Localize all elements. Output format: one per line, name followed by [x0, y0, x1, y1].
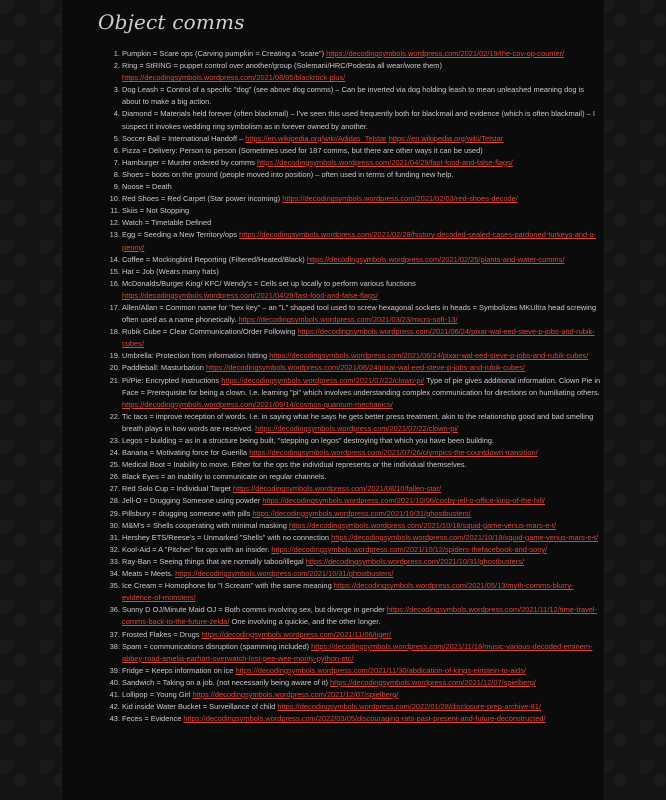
item-link[interactable]: https://decodingsymbols.wordpress.com/2021/10/12/spiders-thefacebook-and-sony/	[271, 544, 548, 554]
item-link[interactable]: https://decodingsymbols.wordpress.com/2021/10/31/ghostbusters/	[305, 556, 525, 566]
list-item	[122, 375, 602, 411]
list-item	[122, 266, 602, 278]
list-item	[122, 508, 602, 520]
item-link[interactable]: https://decodingsymbols.wordpress.com/2021/12/07/spielberg/	[330, 677, 536, 687]
list-item	[122, 229, 602, 253]
list-item	[122, 205, 602, 217]
item-link[interactable]: https://en.wikipedia.org/wiki/Adidas_Telstar	[245, 133, 387, 143]
item-text: Fridge = Keeps information on ice	[122, 665, 236, 675]
item-link[interactable]: https://decodingsymbols.wordpress.com/2021/10/06/cosby-jell-o-office-king-of-the-hill/	[262, 496, 545, 506]
item-text: Hershey ETS/Reese's = Unmarked "Shells" with no connection	[122, 532, 332, 542]
item-text: Red Shoes = Red Carpet (Star power incoming)	[122, 194, 283, 204]
item-link-secondary[interactable]: https://en.wikipedia.org/wiki/Telstar	[388, 133, 504, 143]
item-link[interactable]: https://decodingsymbols.wordpress.com/2021/11/06/tiger/	[201, 629, 392, 639]
list-item	[122, 350, 602, 362]
item-text: Ray-Ban = Seeing things that are normally taboo/illegal	[122, 556, 306, 566]
item-text: Ring = StRING = puppet control over another/group (Solemani/HRC/Podesta all wear/wore them)	[122, 61, 442, 71]
item-link[interactable]: https://decodingsymbols.wordpress.com/2021/04/29/fast-food-and-false-flags/	[122, 290, 378, 300]
item-text: Spam = communications disruption (spamming included)	[122, 641, 312, 651]
item-text: Soccer Ball = International Handoff –	[122, 133, 246, 143]
list-item	[122, 604, 602, 628]
item-text: Lollipop = Young Girl	[122, 689, 193, 699]
item-text: Diamond = Materials held forever (often blackmail) – I've seen this used frequently both for blackmail and evidence (which is often blackmail) – I suspect it invokes wedding ring symbolism as in forever owned by another.	[122, 109, 595, 131]
item-text: Red Solo Cup = Individual Target	[122, 484, 233, 494]
list-item	[122, 60, 602, 84]
list-item	[122, 544, 602, 556]
item-text: Dog Leash = Control of a specific "dog" (see above dog comms) – Can be inverted via dog holding leash to mean unleashed meaning dog is about to make a big action.	[122, 85, 584, 107]
list-item	[122, 483, 602, 495]
item-text: Ice Cream = Homophone for "I Scream" with the same meaning	[122, 581, 334, 591]
item-text: Banana = Motivating force for Guerilla	[122, 448, 250, 458]
item-text: Noose = Death	[122, 182, 172, 192]
list-item	[122, 133, 602, 145]
list-item	[122, 665, 602, 677]
item-link[interactable]: https://decodingsymbols.wordpress.com/2021/06/24/pixar-wal-eed-steve-p-jobs-and-rubik-cubes/	[122, 327, 595, 349]
item-link[interactable]: https://decodingsymbols.wordpress.com/2022/01/28/disclosure-prep-archive-81/	[277, 702, 542, 712]
item-link[interactable]: https://decodingsymbols.wordpress.com/2021/06/24/pixar-wal-eed-steve-p-jobs-and-rubik-cubes/	[269, 351, 589, 361]
list-item	[122, 713, 602, 725]
item-link[interactable]: https://decodingsymbols.wordpress.com/2021/07/26/olympics-the-countdown-transition/	[249, 448, 538, 458]
list-item	[122, 435, 602, 447]
item-text: Watch = Timetable Defined	[122, 218, 212, 228]
list-item	[122, 411, 602, 435]
list-item	[122, 362, 602, 374]
item-text: Sandwich = Taking on a job. (not necessarily being aware of it)	[122, 677, 331, 687]
item-link[interactable]: https://decodingsymbols.wordpress.com/2021/08/05/blackrock-plus/	[122, 73, 346, 83]
item-text: McDonalds/Burger King/ KFC/ Wendy's = Cells set up locally to perform various functions	[122, 278, 416, 288]
item-text: Rubik Cube = Clear Communication/Order Following	[122, 327, 298, 337]
list-item	[122, 532, 602, 544]
item-text: Allen/Allan = Common name for "hex key" – an "L" shaped tool used to screw hexagonal sockets in heads = Symbolizes MKUltra head screwing often used as a name phonetically.	[122, 302, 596, 325]
item-link-secondary[interactable]: https://decodingsymbols.wordpress.com/2021/09/14/cosmos-quantum-mechanics/	[122, 399, 393, 409]
list-item	[122, 580, 602, 604]
item-link[interactable]: https://decodingsymbols.wordpress.com/2021/10/18/squid-game-venus-mars-e-t/	[288, 520, 557, 530]
item-text: Black Eyes = an inability to communicate on regular channels.	[122, 472, 327, 482]
item-text: Pumpkin = Scare ops (Carving pumpkin = Creating a "scare")	[122, 49, 327, 58]
list-item	[122, 447, 602, 459]
list-item	[122, 689, 602, 701]
item-text: Tic tacs = improve reception of words. I.e. in saying what he says he gets better press treatment, akin to the relationship good and bad smelling breath plays in how words are received.	[122, 411, 594, 433]
item-text: Egg = Seeding a New Territory/ops	[122, 230, 240, 240]
page-title: Object comms	[98, 10, 245, 34]
item-link[interactable]: https://decodingsymbols.wordpress.com/2022/03/05/discouraging-rats-past-present-and-future-deconstructed/	[183, 714, 546, 724]
item-text: Jell-O = Drugging Someone using powder	[122, 496, 263, 506]
list-item	[122, 677, 602, 689]
item-text: Legos = building = as in a structure being built, "stepping on legos" destroying that which you have been building.	[122, 436, 495, 445]
item-link[interactable]: https://decodingsymbols.wordpress.com/2021/08/10/fallen-star/	[232, 484, 442, 494]
item-link[interactable]: https://decodingsymbols.wordpress.com/2021/11/30/abdication-of-kings-einstein-to-aids/	[235, 665, 526, 675]
item-link[interactable]: https://decodingsymbols.wordpress.com/2021/06/24/pixar-wal-eed-steve-p-jobs-and-rubik-cubes/	[205, 363, 526, 373]
item-text: Paddleball: Masturbation	[122, 363, 206, 373]
item-text: Medical Boot = Inability to move. Either for the ops the individual represents or the individual themselves.	[122, 460, 467, 470]
item-text: Pillsbury = drugging someone with pills	[122, 508, 253, 518]
list-item	[122, 701, 602, 713]
item-text: Pizza = Delivery: Person to person (Sometimes used for 187 comms, but there are other ways it can be used)	[122, 145, 483, 155]
item-text: M&M's = Shells cooperating with minimal masking	[122, 520, 289, 530]
list-item	[122, 520, 602, 532]
list-item	[122, 629, 602, 641]
list-item	[122, 157, 602, 169]
item-link[interactable]: https://decodingsymbols.wordpress.com/2021/05/13/myth-comms-blurry-evidence-of-monsters/	[122, 581, 574, 603]
item-text: Feces = Evidence	[122, 714, 184, 724]
item-link[interactable]: https://decodingsymbols.wordpress.com/2021/10/18/squid-game-venus-mars-e-t/	[331, 532, 599, 542]
item-link[interactable]: https://decodingsymbols.wordpress.com/2021/11/18/music-various-decoded-eminem-abbey-road-amelia-earhart-overwatch-lost-pee-wee-monty-python-etc/	[122, 641, 593, 663]
list-item	[122, 84, 602, 108]
item-link[interactable]: https://decodingsymbols.wordpress.com/2021/03/23/micro-soft-13/	[238, 315, 458, 325]
list-item	[122, 48, 602, 60]
item-link[interactable]: https://decodingsymbols.wordpress.com/2021/04/29/fast-food-and-false-flags/	[256, 157, 513, 167]
item-trailing-text: Type of pie gives additional information. Clown Pie in Face = Prerequisite for being a clown. I.e. learning "pi" which involves understanding complex communication for directions on humiliating others.	[122, 375, 601, 397]
list-item	[122, 217, 602, 229]
item-trailing-text: One involving a quickie, and the other longer.	[229, 617, 381, 627]
list-item	[122, 326, 602, 350]
item-text: Skiis = Not Stopping	[122, 206, 190, 216]
list-item	[122, 495, 602, 507]
item-link[interactable]: https://decodingsymbols.wordpress.com/2021/02/25/plants-and-water-comms/	[306, 254, 565, 264]
list-item	[122, 108, 602, 132]
list-item	[122, 459, 602, 471]
item-link[interactable]: https://decodingsymbols.wordpress.com/2021/11/12/time-travel-comms-back-to-the-future-zelda/	[122, 605, 598, 627]
item-text: Sunny D OJ/Minute Maid OJ = Both comms involving sex, but diverge in gender	[122, 605, 387, 615]
list-item	[122, 641, 602, 665]
item-link[interactable]: https://decodingsymbols.wordpress.com/2021/02/03/red-shoes-decode/	[282, 194, 518, 204]
article-page	[62, 0, 604, 800]
item-text: Frosted Flakes = Drugs	[122, 629, 202, 639]
list-item	[122, 181, 602, 193]
list-item	[122, 254, 602, 266]
item-link[interactable]: https://decodingsymbols.wordpress.com/2021/07/22/clown-pi/	[255, 423, 459, 433]
item-link[interactable]: https://decodingsymbols.wordpress.com/2021/12/07/spielberg/	[192, 689, 399, 699]
item-link[interactable]: https://decodingsymbols.wordpress.com/2021/07/22/clown-pi/	[221, 375, 425, 385]
item-text: Meats = Meets.	[122, 569, 176, 579]
list-item	[122, 169, 602, 181]
item-text: Pi/Pie: Encrypted Instructions	[122, 375, 222, 385]
item-text: Coffee = Mockingbird Reporting (Filtered/Heated/Black)	[122, 254, 307, 264]
list-item	[122, 302, 602, 326]
list-item	[122, 193, 602, 205]
list-item	[122, 145, 602, 157]
item-text: Kid inside Water Bucket = Surveillance of child	[122, 702, 278, 712]
item-text: Shoes = boots on the ground (people moved into position) – often used in terms of funding new help.	[122, 169, 454, 179]
list-item	[122, 568, 602, 580]
item-text: Hat = Job (Wears many hats)	[122, 266, 219, 276]
item-link[interactable]: https://decodingsymbols.wordpress.com/2021/02/19/the-cov-op-counter/	[326, 49, 565, 58]
list-item	[122, 278, 602, 302]
item-text: Umbrella: Protection from information hitting	[122, 351, 270, 361]
list-item	[122, 556, 602, 568]
item-link[interactable]: https://decodingsymbols.wordpress.com/2021/10/31/ghostbusters/	[175, 569, 394, 579]
item-text: Kool-Aid = A "Pitcher" for ops with an insider.	[122, 544, 272, 554]
item-link[interactable]: https://decodingsymbols.wordpress.com/2021/02/28/history-decoded-sealed-cases-pardoned-turkeys-and-a-penny/	[122, 230, 597, 252]
item-text: Hamburger = Murder ordered by comms	[122, 157, 257, 167]
object-comms-list	[98, 48, 602, 725]
list-item	[122, 471, 602, 483]
item-link[interactable]: https://decodingsymbols.wordpress.com/2021/10/31/ghostbusters/	[252, 508, 471, 518]
